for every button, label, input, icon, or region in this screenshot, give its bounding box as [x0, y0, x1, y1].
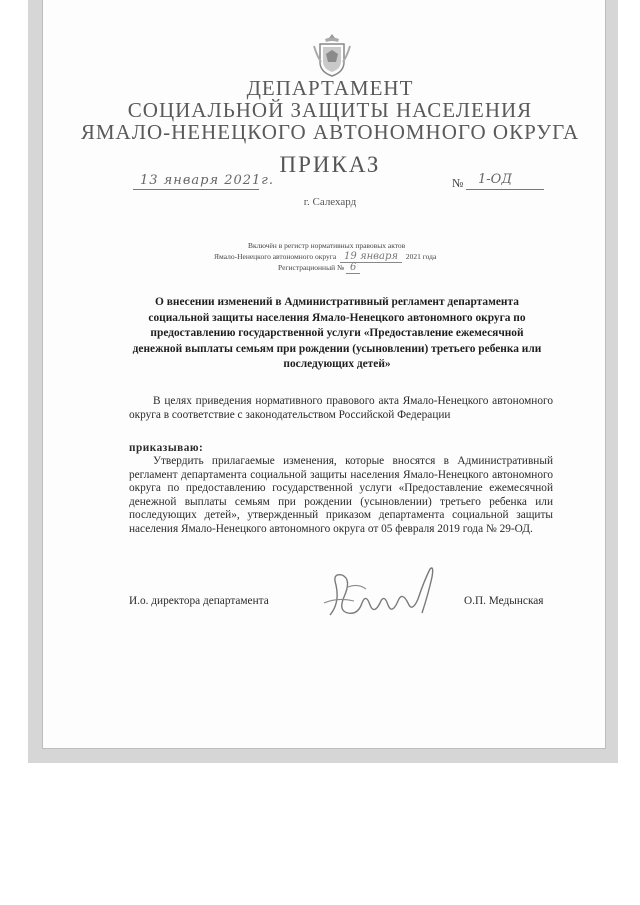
registry-line-1: Включён в регистр нормативных правовых актов — [248, 241, 406, 250]
order-number-underline — [466, 189, 544, 190]
order-date-underline — [133, 189, 259, 190]
order-number-sign: № — [452, 176, 464, 190]
registry-line-2-suffix: 2021 года — [405, 252, 437, 261]
coat-of-arms-emblem — [311, 32, 353, 78]
order-date-handwritten: 13 января 2021г. — [140, 173, 275, 188]
department-title-line-2: СОЦИАЛЬНОЙ ЗАЩИТЫ НАСЕЛЕНИЯ — [127, 98, 533, 122]
order-directive: приказываю: — [129, 442, 204, 454]
order-title: ПРИКАЗ — [279, 152, 381, 177]
city-label: г. Салехард — [303, 196, 357, 208]
handwritten-signature — [318, 563, 448, 627]
order-number-handwritten: 1-ОД — [478, 172, 512, 187]
order-heading: О внесении изменений в Административный регламент департамента социальной защиты населения Ямало-Ненецкого автономного округа по предоставлению государственной услуги «Предоставление ежемесячной денежной выплаты семьям при рождении (усыновлении) третьего ребенка или последующих детей» — [132, 296, 542, 371]
signatory-name: О.П. Медынская — [464, 595, 544, 607]
department-title-line-3: ЯМАЛО-НЕНЕЦКОГО АВТОНОМНОГО ОКРУГА — [80, 120, 580, 144]
registry-line-2 — [214, 251, 436, 262]
approval-paragraph: Утвердить прилагаемые изменения, которые вносятся в Административный регламент департамента социальной защиты населения Ямало-Ненецкого автономного округа по предоставлению государственной услуги «Предоставление ежемесячной денежной выплаты семьям при рождении (усыновлении) третьего ребенка или последующих детей», утвержденный приказом департамента социальной защиты населения Ямало-Ненецкого автономного округа от 05 февраля 2019 года № 29-ОД. — [129, 455, 553, 535]
registry-number-label: Регистрационный № — [278, 263, 345, 272]
registry-number-handwritten: 6 — [346, 262, 360, 274]
preamble-paragraph: В целях приведения нормативного правового акта Ямало-Ненецкого автономного округа в соответствие с законодательством Российской Федерации — [129, 395, 553, 421]
registry-line-2-prefix: Ямало-Ненецкого автономного округа — [214, 252, 337, 261]
registry-date-handwritten: 19 января — [340, 251, 402, 263]
registry-line-3 — [278, 262, 360, 273]
department-title-line-1: ДЕПАРТАМЕНТ — [246, 76, 414, 100]
signatory-position: И.о. директора департамента — [129, 595, 269, 607]
